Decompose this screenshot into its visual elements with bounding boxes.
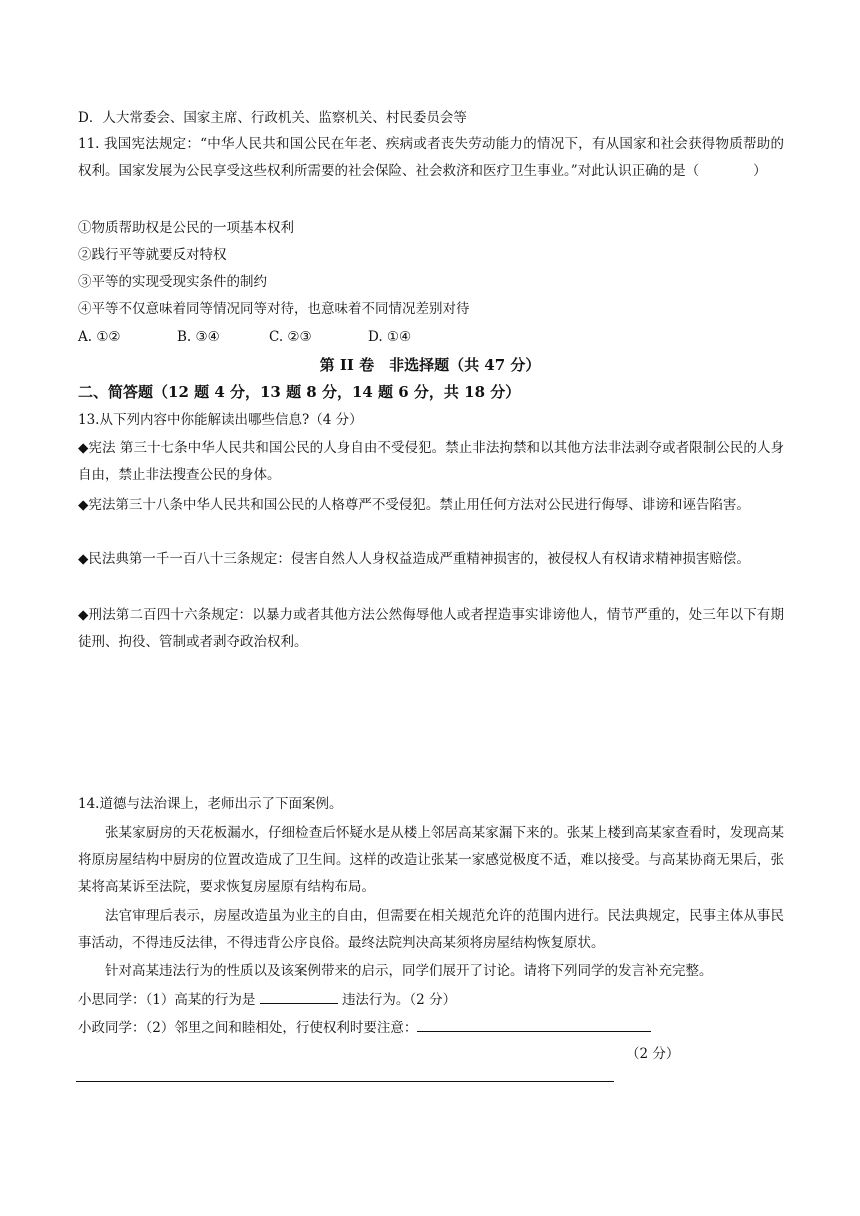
q14-stem: 14.道德与法治课上，老师出示了下面案例。 <box>78 796 343 812</box>
q11-options <box>78 327 411 347</box>
q14-sub1 <box>78 989 456 1010</box>
q14-sub1-answer-blank[interactable] <box>260 989 338 1004</box>
section-subtitle: 二、简答题（12 题 4 分，13 题 8 分，14 题 6 分，共 18 分） <box>78 383 521 401</box>
section-title: 第 II 卷 非选择题（共 47 分） <box>319 356 541 374</box>
q14-sub2 <box>78 1017 651 1038</box>
q11-option-b[interactable]: B. ③④ <box>177 329 220 345</box>
q13-item-4: ◆刑法第二百四十六条规定：以暴力或者其他方法公然侮辱他人或者捏造事实诽谤他人，情节严重的，处三年以下有期徒刑、拘役、管制或者剥夺政治权利。 <box>78 607 784 650</box>
q11-stem: 11. 我国宪法规定：“中华人民共和国公民在年老、疾病或者丧失劳动能力的情况下，有从国家和社会获得物质帮助的权利。国家发展为公民享受这些权利所需要的社会保险、社会救济和医疗卫生事业。”对此认识正确的是（ ） <box>78 136 784 179</box>
q13-stem: 13.从下列内容中你能解读出哪些信息?（4 分） <box>78 412 363 428</box>
q11-option-a[interactable]: A. ①② <box>78 329 121 345</box>
q13-item-2: ◆宪法第三十八条中华人民共和国公民的人格尊严不受侵犯。禁止用任何方法对公民进行侮辱、诽谤和诬告陷害。 <box>78 497 750 513</box>
q13-item-1: ◆宪法 第三十七条中华人民共和国公民的人身自由不受侵犯。禁止非法拘禁和以其他方法非法剥夺或者限制公民的人身自由，禁止非法搜查公民的身体。 <box>78 440 784 483</box>
q14-paragraph-2: 法官审理后表示，房屋改造虽为业主的自由，但需要在相关规范允许的范围内进行。民法典规定，民事主体从事民事活动，不得违反法律，不得违背公序良俗。最终法院判决高某须将房屋结构恢复原状。 <box>78 908 784 951</box>
q14-paragraph-1: 张某家厨房的天花板漏水，仔细检查后怀疑水是从楼上邻居高某家漏下来的。张某上楼到高某家查看时，发现高某将原房屋结构中厨房的位置改造成了卫生间。这样的改造让张某一家感觉极度不适，难以接受。与高某协商无果后，张某将高某诉至法院，要求恢复房屋原有结构布局。 <box>78 825 784 895</box>
q11-statement-1: ①物质帮助权是公民的一项基本权利 <box>78 220 294 236</box>
q14-sub1-prefix: 小思同学：（1）高某的行为是 <box>78 992 256 1008</box>
q11-statement-4: ④平等不仅意味着同等情况同等对待，也意味着不同情况差别对待 <box>78 301 470 317</box>
q14-sub1-suffix: 违法行为。（2 分） <box>341 992 457 1008</box>
q14-sub2-answer-blank-2[interactable] <box>76 1081 614 1082</box>
q14-sub2-answer-blank-1[interactable] <box>417 1017 651 1032</box>
q14-sub2-prefix: 小政同学：（2）邻里之间和睦相处，行使权利时要注意： <box>78 1020 418 1036</box>
q11-statement-3: ③平等的实现受现实条件的制约 <box>78 274 267 290</box>
q11-option-d[interactable]: D. ①④ <box>368 329 412 345</box>
q11-statement-2: ②践行平等就要反对特权 <box>78 247 227 263</box>
q13-item-3: ◆民法典第一千一百八十三条规定：侵害自然人人身权益造成严重精神损害的，被侵权人有权请求精神损害赔偿。 <box>78 551 750 567</box>
q14-paragraph-3: 针对高某违法行为的性质以及该案例带来的启示，同学们展开了讨论。请将下列同学的发言补充完整。 <box>105 963 713 979</box>
q10-option-d: D．人大常委会、国家主席、行政机关、监察机关、村民委员会等 <box>78 110 467 126</box>
q14-sub2-score: （2 分） <box>626 1046 680 1062</box>
q11-option-c[interactable]: C. ②③ <box>269 329 312 345</box>
